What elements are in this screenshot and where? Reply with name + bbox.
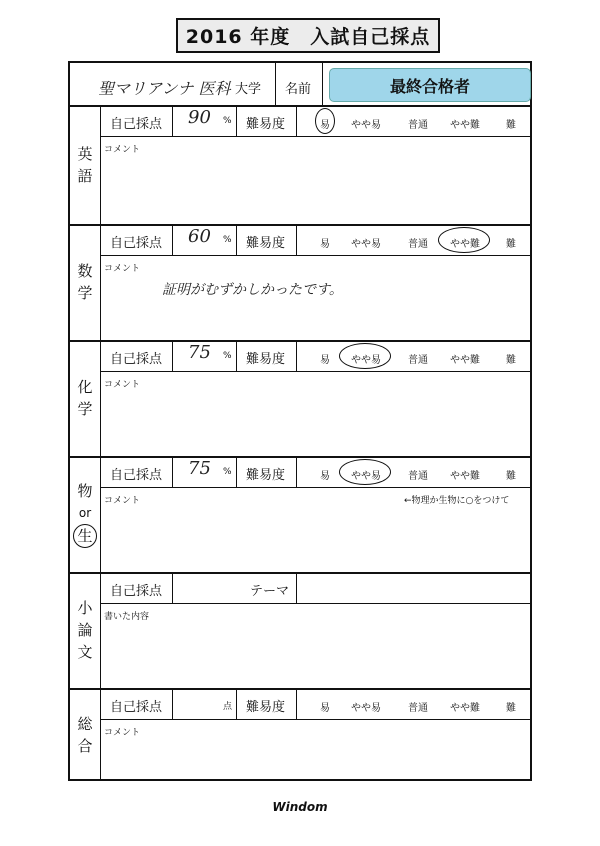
difficulty-option: 難: [506, 120, 516, 131]
difficulty-option: 難: [506, 471, 516, 482]
difficulty-option: やや易: [351, 355, 381, 366]
difficulty-option: 易: [320, 355, 330, 366]
school-name-handwritten: 聖マリアンナ 医科: [98, 79, 231, 98]
page-title: 2016 年度 入試自己採点: [176, 18, 440, 53]
difficulty-option: やや難: [450, 355, 480, 366]
difficulty-option: 難: [506, 355, 516, 366]
subject-label: [70, 105, 100, 224]
subject-char: 総: [77, 714, 93, 733]
subject-label: [70, 572, 100, 688]
subject-char: 学: [77, 284, 93, 302]
univ-label: 大学: [235, 82, 262, 97]
difficulty-option: 難: [506, 239, 516, 250]
difficulty-option: 易: [320, 120, 330, 131]
name-label: 名前: [285, 82, 312, 97]
subject-char: 生: [73, 524, 97, 548]
comment-label: コメント: [104, 496, 141, 506]
difficulty-option: 易: [320, 471, 330, 482]
selection-circle: [438, 227, 490, 253]
difficulty-label: 難易度: [246, 352, 286, 367]
difficulty-option: やや易: [351, 239, 381, 250]
difficulty-option: 普通: [408, 239, 428, 250]
section-total: [70, 688, 532, 781]
instruction-note: ←物理か生物に○をつけて: [404, 496, 510, 506]
subject-char: 語: [77, 166, 93, 185]
section-essay: [70, 572, 532, 688]
subject-label: [70, 224, 100, 340]
subject-char: or: [78, 506, 92, 520]
footer-brand: Windom: [272, 800, 328, 814]
percent-unit: %: [223, 467, 232, 477]
score-value: 60: [188, 226, 211, 247]
score-label: 自己採点: [110, 117, 163, 132]
selection-circle: [339, 459, 391, 485]
comment-label: コメント: [104, 264, 141, 274]
subject-char: 学: [77, 400, 93, 418]
score-label: 自己採点: [110, 468, 163, 483]
selection-circle: [315, 108, 335, 134]
score-label: 自己採点: [110, 584, 163, 599]
section-math: [70, 224, 532, 340]
section-english: [70, 105, 532, 224]
comment-label: コメント: [104, 380, 141, 390]
subject-char: 物: [77, 482, 93, 500]
difficulty-option: 普通: [408, 703, 428, 714]
subject-char: 小: [77, 599, 93, 617]
percent-unit: %: [223, 116, 232, 126]
percent-unit: %: [223, 235, 232, 245]
score-value: 75: [188, 458, 211, 479]
comment-text: 証明がむずかしかったです。: [162, 282, 343, 298]
percent-unit: %: [223, 351, 232, 361]
theme-label: テーマ: [250, 584, 290, 599]
name-value-box: 最終合格者: [329, 68, 531, 102]
difficulty-option: やや難: [450, 703, 480, 714]
subject-char: 合: [77, 736, 93, 755]
difficulty-option: 易: [320, 703, 330, 714]
score-value: 90: [188, 107, 211, 128]
section-chemistry: [70, 340, 532, 456]
subject-label: [70, 456, 100, 572]
subject-label: [70, 340, 100, 456]
difficulty-option: 普通: [408, 355, 428, 366]
subject-label: [70, 688, 100, 781]
subject-char: 英: [77, 144, 93, 163]
score-sheet: [68, 61, 532, 781]
score-value: 75: [188, 342, 211, 363]
score-label: 自己採点: [110, 236, 163, 251]
difficulty-label: 難易度: [246, 700, 286, 715]
points-unit: 点: [223, 702, 233, 712]
difficulty-label: 難易度: [246, 236, 286, 251]
comment-label: コメント: [104, 145, 141, 155]
written-content-label: 書いた内容: [104, 612, 150, 622]
difficulty-option: やや易: [351, 471, 381, 482]
subject-char: 文: [77, 643, 93, 661]
difficulty-option: やや易: [351, 703, 381, 714]
difficulty-option: やや難: [450, 239, 480, 250]
subject-char: 論: [77, 621, 93, 639]
difficulty-option: やや易: [351, 120, 381, 131]
comment-label: コメント: [104, 728, 141, 738]
score-label: 自己採点: [110, 700, 163, 715]
score-label: 自己採点: [110, 352, 163, 367]
difficulty-option: 難: [506, 703, 516, 714]
difficulty-label: 難易度: [246, 468, 286, 483]
selection-circle: [339, 343, 391, 369]
section-physics-bio: [70, 456, 532, 572]
difficulty-option: やや難: [450, 120, 480, 131]
difficulty-option: 普通: [408, 120, 428, 131]
difficulty-option: 普通: [408, 471, 428, 482]
difficulty-label: 難易度: [246, 117, 286, 132]
subject-char: 数: [77, 262, 93, 280]
difficulty-option: 易: [320, 239, 330, 250]
difficulty-option: やや難: [450, 471, 480, 482]
subject-char: 化: [77, 378, 93, 396]
